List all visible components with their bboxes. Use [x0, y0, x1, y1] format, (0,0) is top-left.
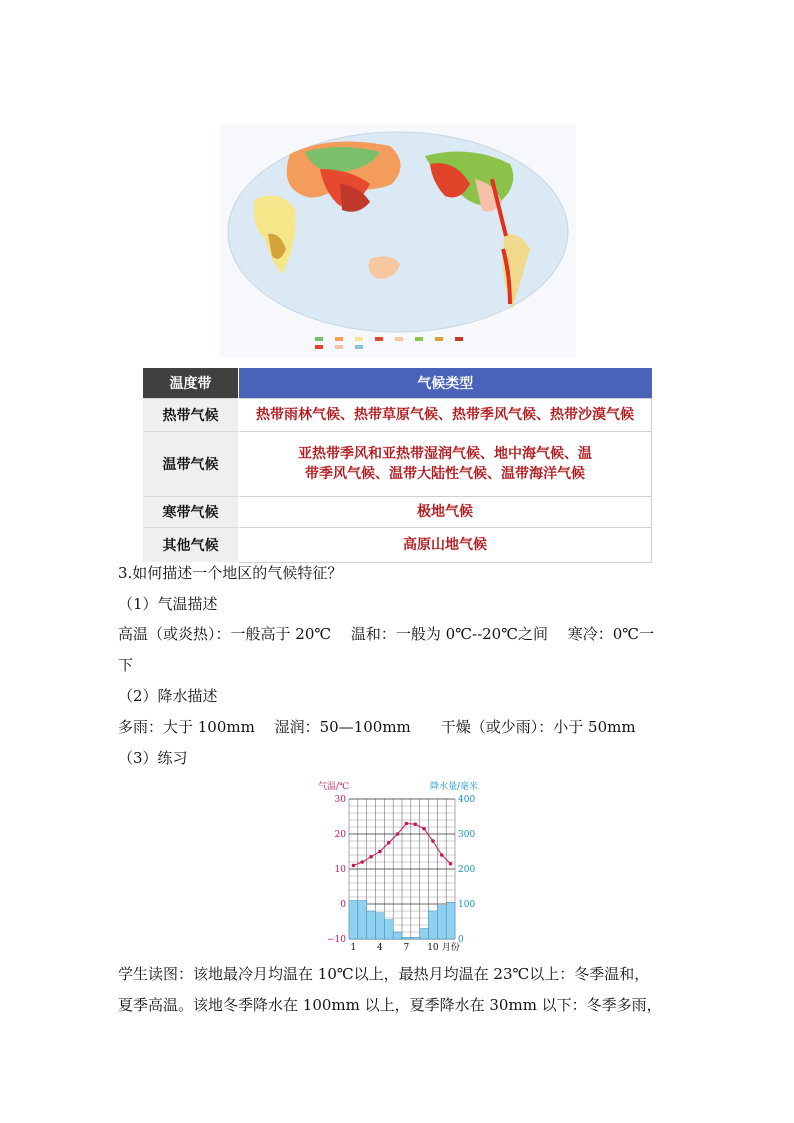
- precipitation-bar: [437, 906, 446, 939]
- precipitation-bar: [411, 937, 420, 939]
- left-tick-label: 20: [334, 830, 346, 840]
- precipitation-bar: [420, 929, 429, 940]
- table-row: [143, 432, 652, 497]
- left-axis-label: 气温/℃: [318, 782, 350, 792]
- table-row: [143, 399, 652, 432]
- temperature-point: [440, 853, 444, 857]
- left-tick-label: 30: [334, 795, 346, 805]
- right-tick-label: 400: [458, 795, 476, 805]
- precipitation-bar: [402, 937, 411, 939]
- world-map-graphic: [220, 124, 576, 358]
- precipitation-description: 多雨：大于 100mm 湿润：50—100mm 干燥（或少雨）：小于 50mm: [118, 718, 636, 736]
- x-tick-label: 7: [403, 943, 410, 951]
- section-precipitation: （2）降水描述: [118, 687, 218, 705]
- climate-chart-svg: [318, 779, 478, 951]
- temperature-description-line2: 下: [118, 656, 134, 674]
- temperature-point: [431, 839, 435, 843]
- left-tick-label: 10: [334, 865, 346, 875]
- precipitation-bar: [376, 913, 385, 939]
- temperature-point: [396, 832, 400, 836]
- right-tick-label: 200: [458, 865, 476, 875]
- climate-type-table: [143, 368, 652, 563]
- types-cell: [239, 528, 652, 563]
- types-line: 热带雨林气候、热带草原气候、热带季风气候、热带沙漠气候: [256, 407, 634, 423]
- right-axis-label: 降水量/毫米: [429, 782, 478, 792]
- temperature-point: [449, 862, 453, 866]
- question-3: 3.如何描述一个地区的气候特征？: [118, 564, 343, 582]
- reading-line1: 学生读图：该地最冷月均温在 10℃以上，最热月均温在 23℃以上：冬季温和，: [118, 965, 650, 983]
- header-zone: 温度带: [143, 368, 239, 399]
- header-types: 气候类型: [239, 368, 652, 399]
- x-tick-label: 1: [350, 943, 357, 951]
- types-line: 极地气候: [417, 504, 473, 520]
- types-line: 亚热带季风和亚热带湿润气候、地中海气候、温: [298, 446, 592, 462]
- types-cell: [239, 497, 652, 528]
- table-row: [143, 497, 652, 528]
- zone-cell: 热带气候: [143, 399, 239, 432]
- section-practice: （3）练习: [118, 749, 188, 767]
- temperature-point: [413, 822, 417, 826]
- x-tick-label: 4: [377, 943, 383, 951]
- temperature-point: [352, 864, 356, 868]
- types-line: 带季风气候、温带大陆性气候、温带海洋气候: [305, 466, 585, 482]
- world-climate-map: [220, 124, 576, 358]
- zone-cell: 寒带气候: [143, 497, 239, 528]
- temperature-point: [378, 850, 382, 854]
- types-cell: [239, 432, 652, 497]
- temperature-point: [422, 827, 426, 831]
- section-temperature: （1）气温描述: [118, 595, 218, 613]
- precipitation-bar: [384, 920, 393, 939]
- left-tick-label: −10: [327, 935, 346, 945]
- right-tick-label: 100: [458, 900, 476, 910]
- temperature-point: [405, 822, 409, 826]
- temperature-description-line1: 高温（或炎热）：一般高于 20℃ 温和：一般为 0℃--20℃之间 寒冷：0℃一: [118, 625, 655, 643]
- types-line: 高原山地气候: [403, 536, 487, 553]
- precipitation-bar: [429, 911, 438, 939]
- zone-cell: 温带气候: [143, 432, 239, 497]
- right-tick-label: 0: [458, 935, 464, 945]
- temperature-point: [387, 841, 391, 845]
- precipitation-bar: [358, 901, 367, 940]
- climate-chart: [318, 779, 478, 951]
- temperature-point: [369, 855, 373, 859]
- temperature-point: [360, 860, 364, 864]
- zone-cell: 其他气候: [143, 528, 239, 563]
- reading-line2: 夏季高温。该地冬季降水在 100mm 以上，夏季降水在 30mm 以下：冬季多雨，: [118, 996, 662, 1014]
- left-tick-label: 0: [340, 900, 346, 910]
- x-unit-label: 月份: [441, 943, 460, 951]
- precipitation-bar: [367, 911, 376, 939]
- table-row: [143, 528, 652, 563]
- precipitation-bar: [446, 902, 455, 939]
- types-cell: [239, 399, 652, 432]
- precipitation-bar: [393, 932, 402, 939]
- x-tick-label: 10: [427, 943, 439, 951]
- precipitation-bar: [349, 901, 358, 940]
- right-tick-label: 300: [458, 830, 476, 840]
- table-header-row: [143, 368, 652, 399]
